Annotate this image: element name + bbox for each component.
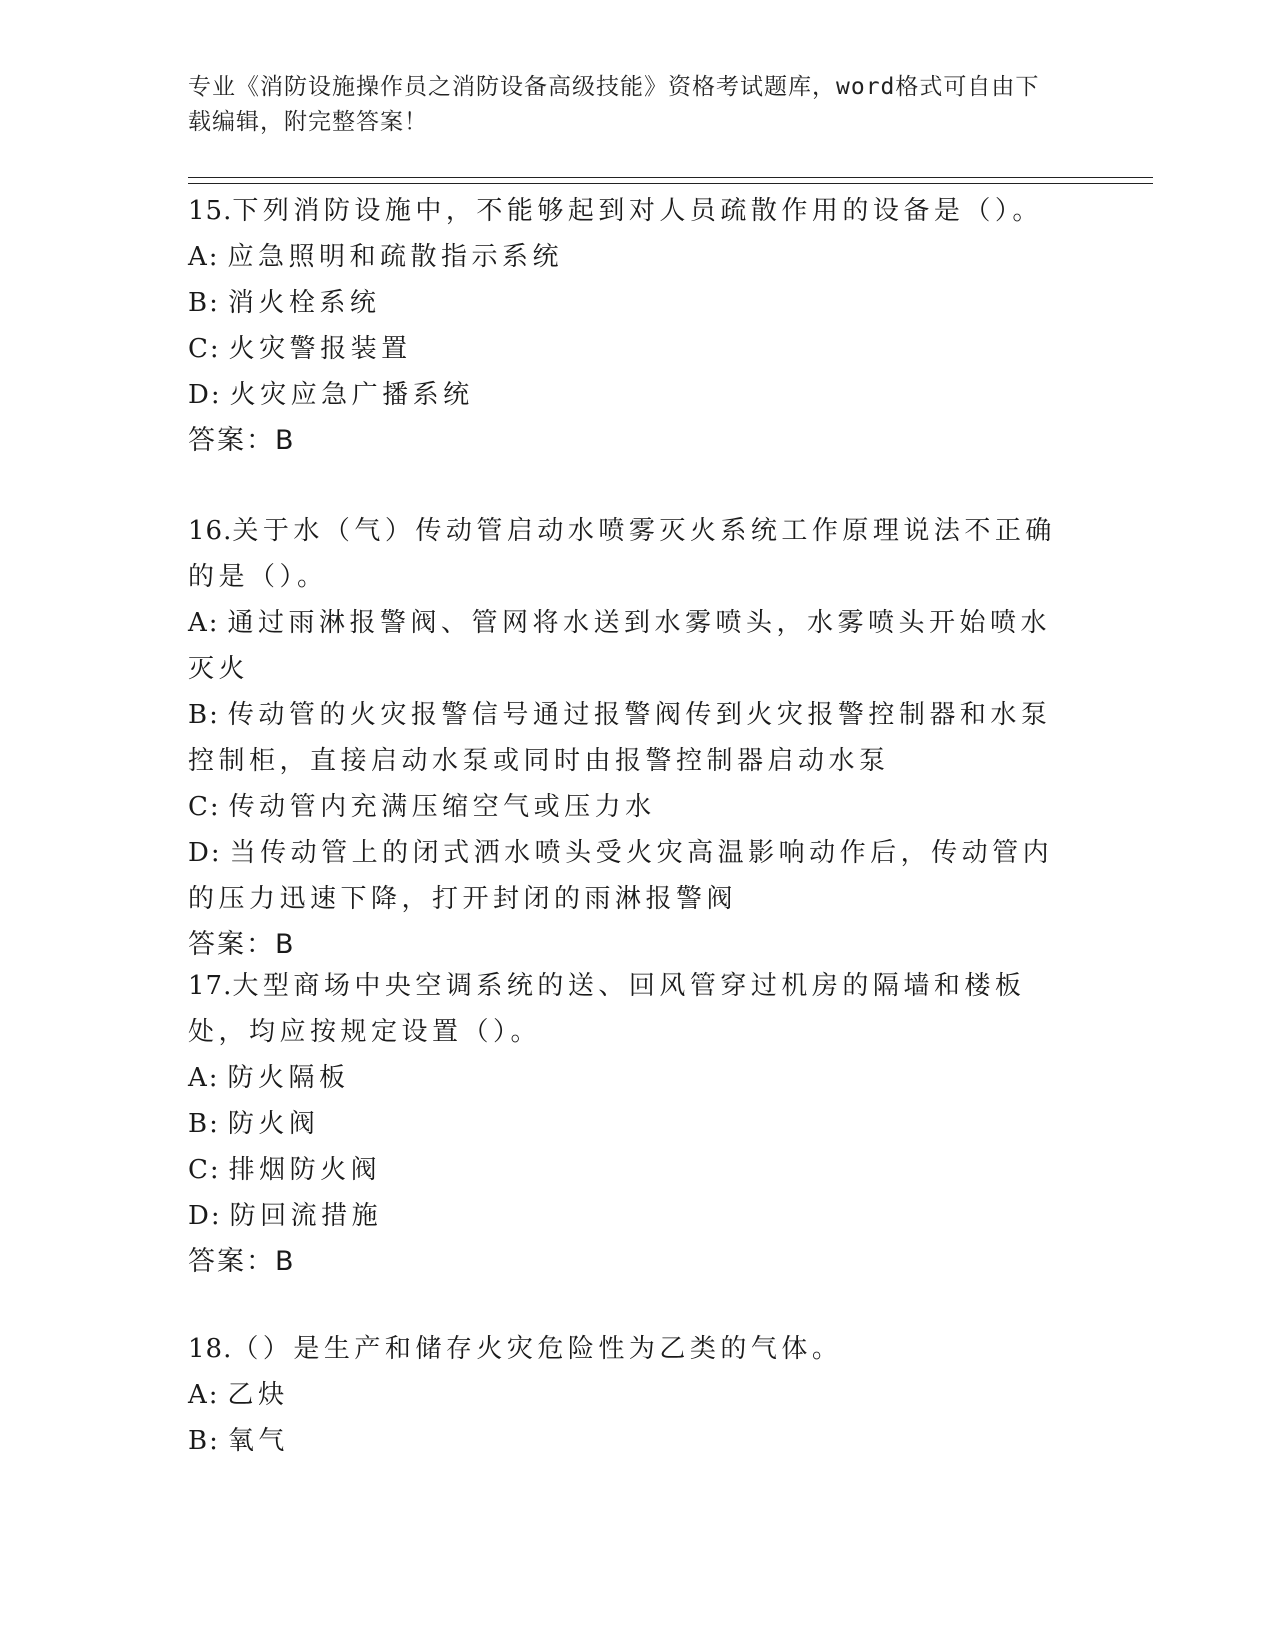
question-16 <box>188 508 1068 968</box>
option-text: 排烟防火阀 <box>228 1155 382 1185</box>
option-text: 火灾应急广播系统 <box>229 380 474 410</box>
option-text: 通过雨淋报警阀、管网将水送到水雾喷头，水雾喷头开始喷水灭火 <box>188 608 1052 684</box>
option-letter: A: <box>188 242 220 272</box>
option-a <box>188 1372 1068 1418</box>
question-text: 关于水（气）传动管启动水喷雾灭火系统工作原理说法不正确的是（）。 <box>188 516 1056 592</box>
option-d <box>188 372 1068 418</box>
answer-line: 答案：B <box>188 425 296 456</box>
question-stem <box>188 188 1068 234</box>
question-number: 16. <box>188 516 233 546</box>
option-a <box>188 600 1068 692</box>
option-letter: A: <box>188 1380 220 1410</box>
question-text: 下列消防设施中，不能够起到对人员疏散作用的设备是（）。 <box>232 196 1043 226</box>
option-text: 消火栓系统 <box>227 288 381 318</box>
question-17 <box>188 963 1068 1285</box>
question-number: 18. <box>188 1334 233 1364</box>
option-letter: A: <box>188 1063 220 1093</box>
option-text: 乙炔 <box>227 1380 289 1410</box>
option-text: 传动管内充满压缩空气或压力水 <box>228 792 656 822</box>
option-text: 传动管的火灾报警信号通过报警阀传到火灾报警控制器和水泵控制柜，直接启动水泵或同时由报警控制器启动水泵 <box>188 700 1052 776</box>
answer-line: 答案：B <box>188 1246 296 1277</box>
header-line-1: 专业《消防设施操作员之消防设备高级技能》资格考试题库，word格式可自由下 <box>188 74 1040 100</box>
option-letter: B: <box>188 1426 220 1456</box>
answer-line: 答案：B <box>188 929 296 960</box>
option-text: 当传动管上的闭式洒水喷头受火灾高温影响动作后，传动管内的压力迅速下降，打开封闭的雨淋报警阀 <box>188 838 1054 914</box>
header-line-2: 载编辑，附完整答案！ <box>188 109 428 135</box>
header-divider-bottom <box>188 183 1153 184</box>
question-text: （）是生产和储存火灾危险性为乙类的气体。 <box>232 1334 843 1364</box>
question-stem <box>188 508 1068 600</box>
option-text: 防火阀 <box>227 1109 320 1139</box>
option-letter: C: <box>188 792 221 822</box>
option-b <box>188 692 1068 784</box>
option-letter: D: <box>188 380 222 410</box>
option-letter: D: <box>188 1201 222 1231</box>
question-number: 17. <box>188 971 233 1001</box>
option-c <box>188 326 1068 372</box>
option-letter: B: <box>188 1109 220 1139</box>
option-b <box>188 1418 1068 1464</box>
header-divider-top <box>188 177 1153 178</box>
question-number: 15. <box>188 196 233 226</box>
option-text: 防回流措施 <box>229 1201 383 1231</box>
question-text: 大型商场中央空调系统的送、回风管穿过机房的隔墙和楼板处，均应按规定设置（）。 <box>188 971 1026 1047</box>
option-b <box>188 1101 1068 1147</box>
question-stem <box>188 963 1068 1055</box>
option-c <box>188 784 1068 830</box>
option-a <box>188 1055 1068 1101</box>
option-letter: B: <box>188 700 220 730</box>
option-a <box>188 234 1068 280</box>
option-letter: B: <box>188 288 220 318</box>
option-text: 火灾警报装置 <box>228 334 412 364</box>
option-letter: C: <box>188 1155 221 1185</box>
option-c <box>188 1147 1068 1193</box>
question-stem <box>188 1326 1068 1372</box>
option-d <box>188 830 1068 922</box>
document-header <box>188 70 1068 140</box>
option-letter: C: <box>188 334 221 364</box>
option-d <box>188 1193 1068 1239</box>
option-letter: D: <box>188 838 222 868</box>
question-15 <box>188 188 1068 464</box>
option-text: 防火隔板 <box>227 1063 350 1093</box>
option-b <box>188 280 1068 326</box>
option-text: 应急照明和疏散指示系统 <box>227 242 564 272</box>
question-18 <box>188 1326 1068 1464</box>
option-letter: A: <box>188 608 220 638</box>
option-text: 氧气 <box>227 1426 289 1456</box>
